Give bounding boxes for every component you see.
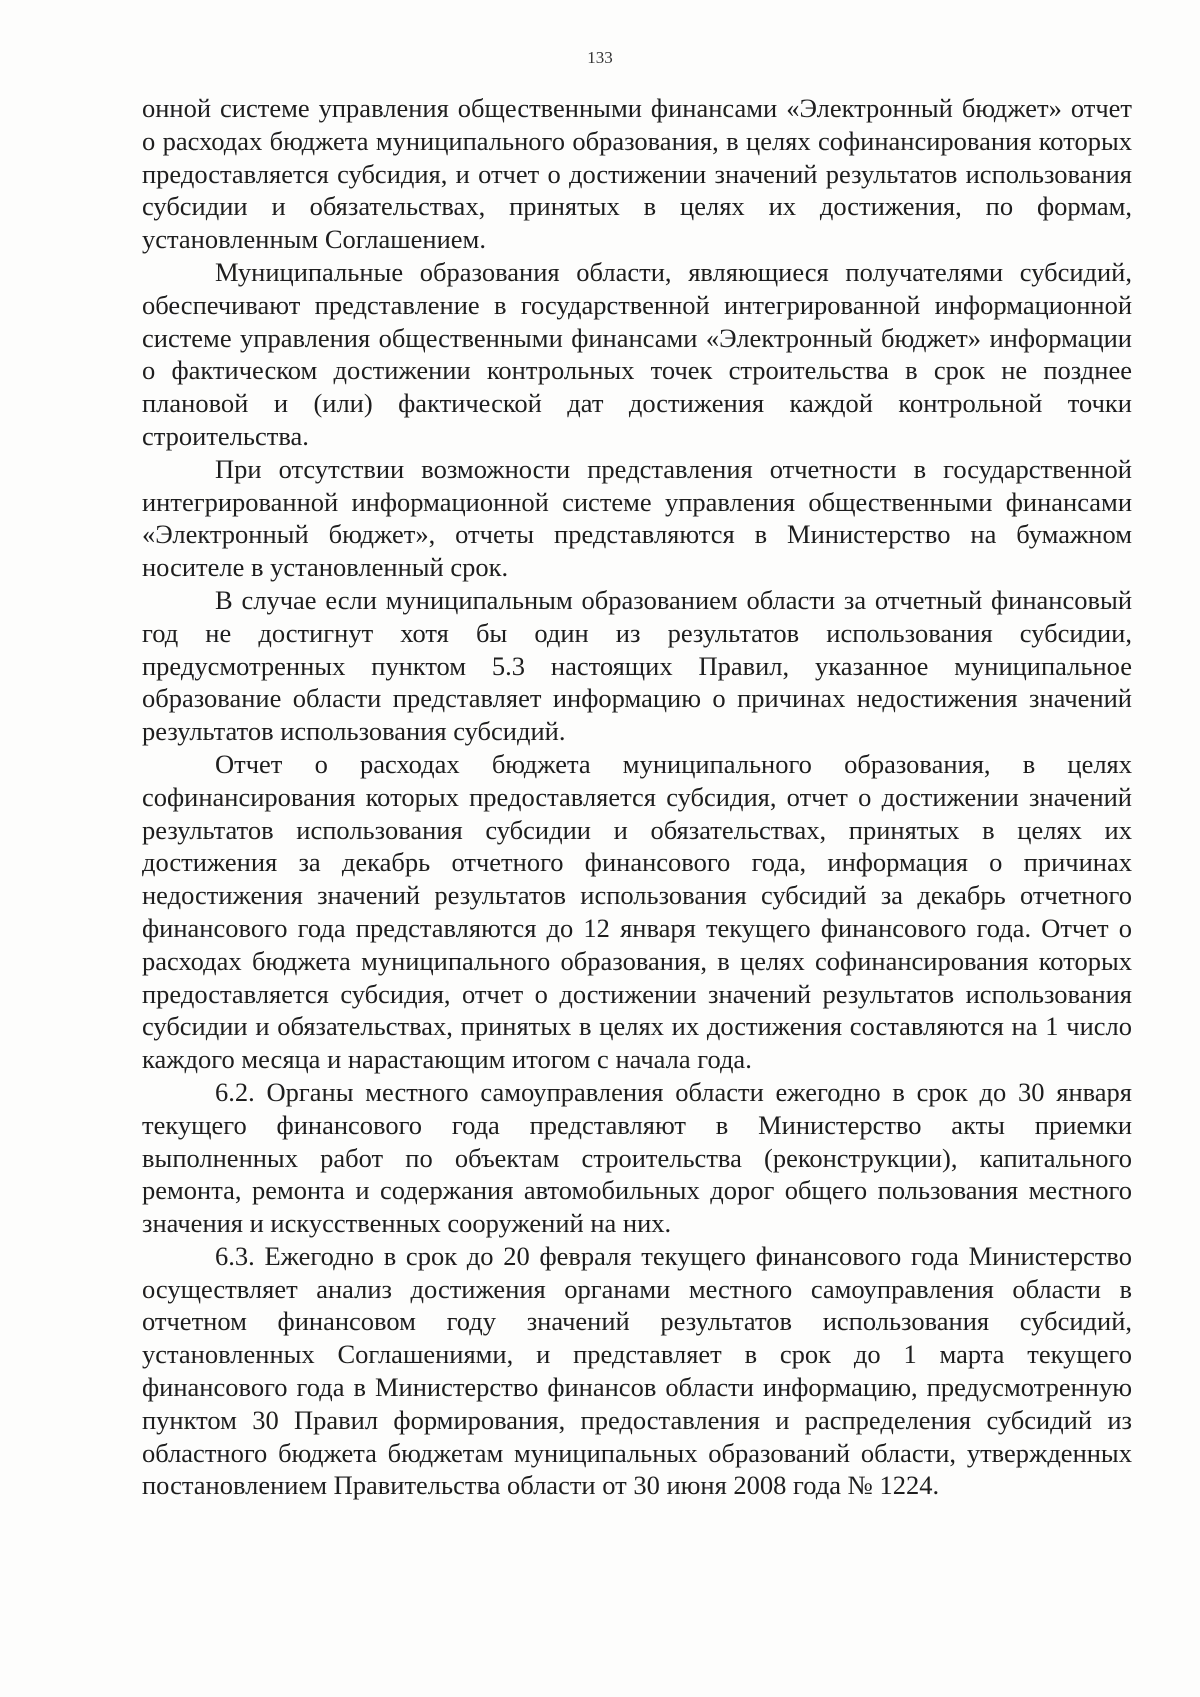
page-number: 133 [587, 48, 613, 67]
paragraph-2: Муниципальные образования области, являющиеся получателями субсидий, обеспечивают представление в государственной интегрированной информационной системе управления общественными финансами «Электронный бюджет» информации о фактическом достижении контрольных точек строительства в срок не позднее плановой и (или) фактической дат достижения каждой контрольной точки строительства. [142, 256, 1132, 451]
paragraph-6-3: 6.3. Ежегодно в срок до 20 февраля текущего финансового года Министерство осуществляет анализ достижения органами местного самоуправления области в отчетном финансовом году значений результатов использования субсидий, установленных Соглашениями, и представляет в срок до 1 марта текущего финансового года в Министерство финансов области информацию, предусмотренную пунктом 30 Правил формирования, предоставления и распределения субсидий из областного бюджета бюджетам муниципальных образований области, утвержденных постановлением Правительства области от 30 июня 2008 года № 1224. [142, 1240, 1132, 1501]
paragraph-6-2: 6.2. Органы местного самоуправления области ежегодно в срок до 30 января текущего финансового года представляют в Министерство акты приемки выполненных работ по объектам строительства (реконструкции), капитального ремонта, ремонта и содержания автомобильных дорог общего пользования местного значения и искусственных сооружений на них. [142, 1076, 1132, 1239]
paragraph-1: онной системе управления общественными финансами «Электронный бюджет» отчет о расходах бюджета муниципального образования, в целях софинансирования которых предоставляется субсидия, и отчет о достижении значений результатов использования субсидии и обязательствах, принятых в целях их достижения, по формам, установленным Соглашением. [142, 93, 1132, 255]
paragraph-5: Отчет о расходах бюджета муниципального образования, в целях софинансирования которых предоставляется субсидия, отчет о достижении значений результатов использования субсидии и обязательствах, принятых в целях их достижения за декабрь отчетного финансового года, информация о причинах недостижения значений результатов использования субсидий за декабрь отчетного финансового года представляются до 12 января текущего финансового года. Отчет о расходах бюджета муниципального образования, в целях софинансирования которых предоставляется субсидия, отчет о достижении значений результатов использования субсидии и обязательствах, принятых в целях их достижения составляются на 1 число каждого месяца и нарастающим итогом с начала года. [142, 748, 1132, 1075]
paragraph-4: В случае если муниципальным образованием области за отчетный финансовый год не достигнут хотя бы один из результатов использования субсидии, предусмотренных пунктом 5.3 настоящих Правил, указанное муниципальное образование области представляет информацию о причинах недостижения значений результатов использования субсидий. [142, 584, 1132, 747]
document-body [142, 92, 1132, 1502]
paragraph-3: При отсутствии возможности представления отчетности в государственной интегрированной информационной системе управления общественными финансами «Электронный бюджет», отчеты представляются в Министерство на бумажном носителе в установленный срок. [142, 453, 1132, 583]
